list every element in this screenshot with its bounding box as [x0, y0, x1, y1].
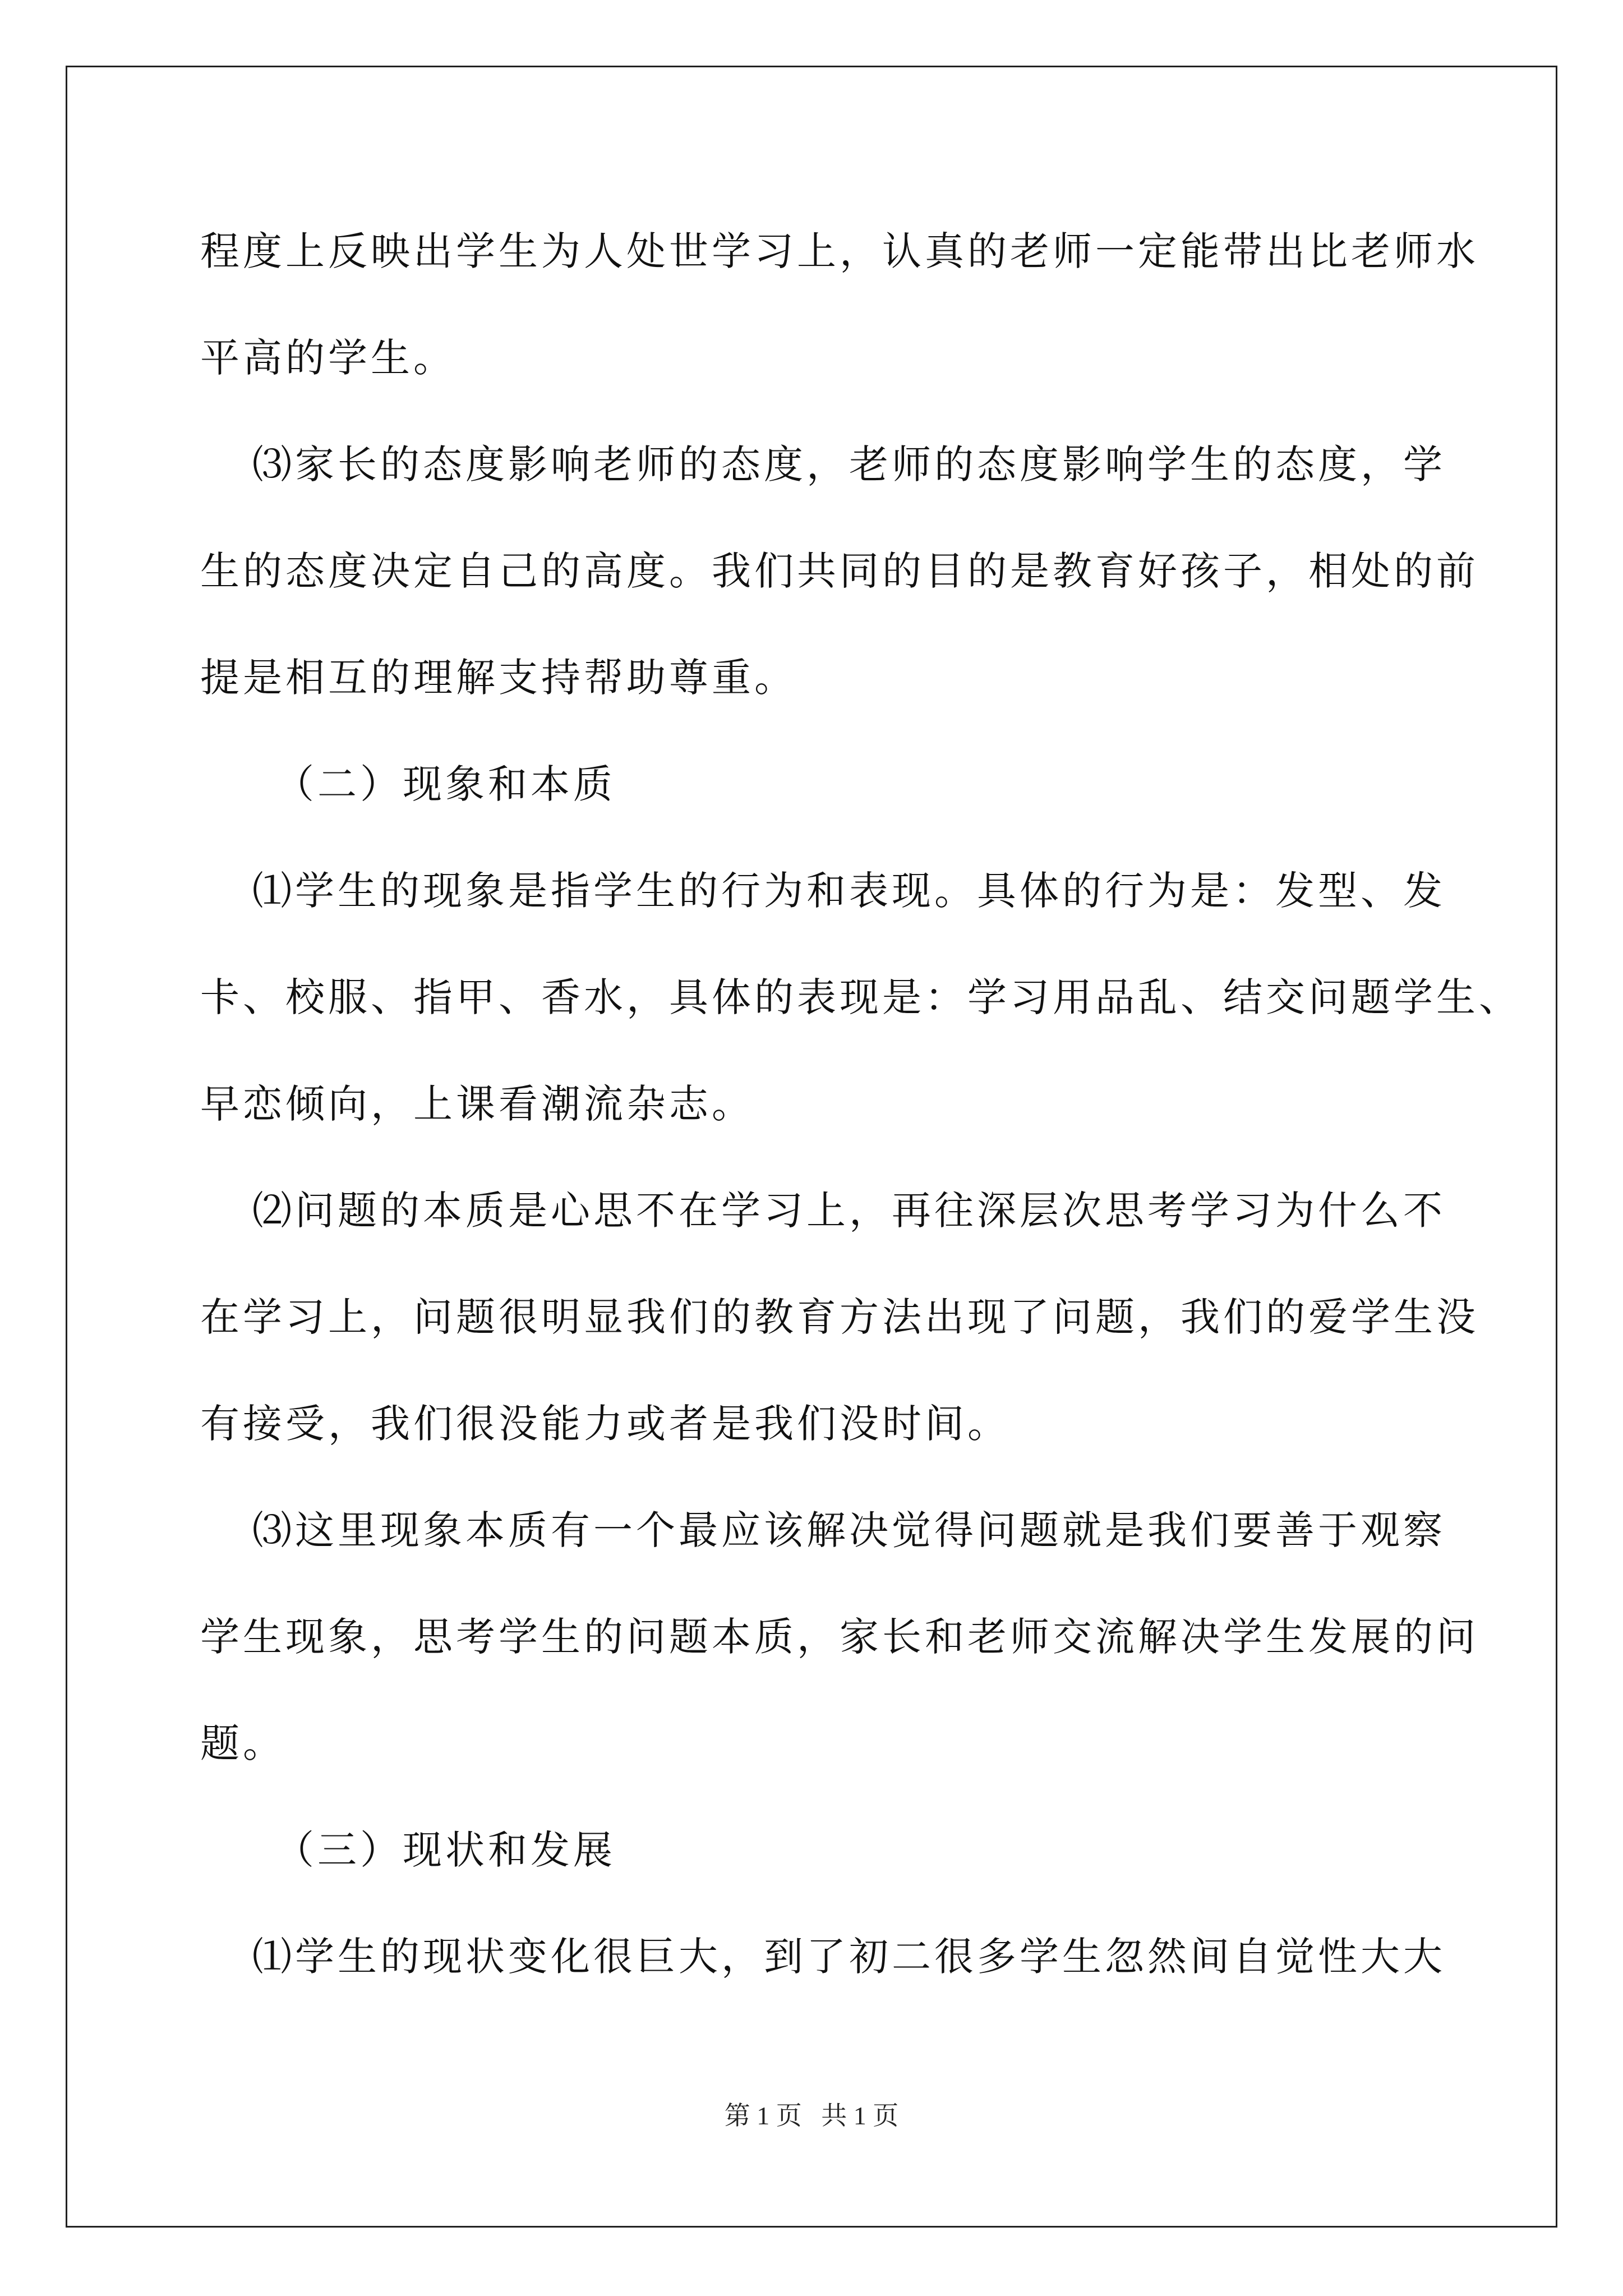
text-line: 有接受，我们很没能力或者是我们没时间。	[200, 1401, 1010, 1447]
text-line: 题。	[200, 1720, 285, 1766]
text-line: 程度上反映出学生为人处世学习上，认真的老师一定能带出比老师水	[200, 228, 1479, 274]
text-line: 早恋倾向，上课看潮流杂志。	[200, 1081, 754, 1127]
text-line: 平高的学生。	[200, 335, 456, 381]
page-border	[66, 66, 1557, 2228]
section-heading: （三）现状和发展	[275, 1827, 616, 1873]
text-line: 卡、校服、指甲、香水，具体的表现是：学习用品乱、结交问题学生、	[200, 974, 1521, 1020]
page-footer	[0, 2099, 1623, 2133]
text-line: 在学习上，问题很明显我们的教育方法出现了问题，我们的爱学生没	[200, 1294, 1479, 1340]
paragraph-start: ⑴学生的现状变化很巨大，到了初二很多学生忽然间自觉性大大	[252, 1934, 1446, 1980]
section-heading: （二）现象和本质	[275, 761, 616, 807]
text-line: 学生现象，思考学生的问题本质，家长和老师交流解决学生发展的问	[200, 1614, 1479, 1660]
text-line: 生的态度决定自己的高度。我们共同的目的是教育好孩子，相处的前	[200, 548, 1479, 594]
paragraph-start: ⑶家长的态度影响老师的态度，老师的态度影响学生的态度，学	[252, 441, 1446, 487]
text-line: 提是相互的理解支持帮助尊重。	[200, 655, 797, 701]
paragraph-start: ⑵问题的本质是心思不在学习上，再往深层次思考学习为什么不	[252, 1188, 1446, 1234]
page-number-label: 第 1 页 共 1 页	[724, 2101, 899, 2130]
paragraph-start: ⑴学生的现象是指学生的行为和表现。具体的行为是：发型、发	[252, 868, 1446, 914]
paragraph-start: ⑶这里现象本质有一个最应该解决觉得问题就是我们要善于观察	[252, 1507, 1446, 1553]
